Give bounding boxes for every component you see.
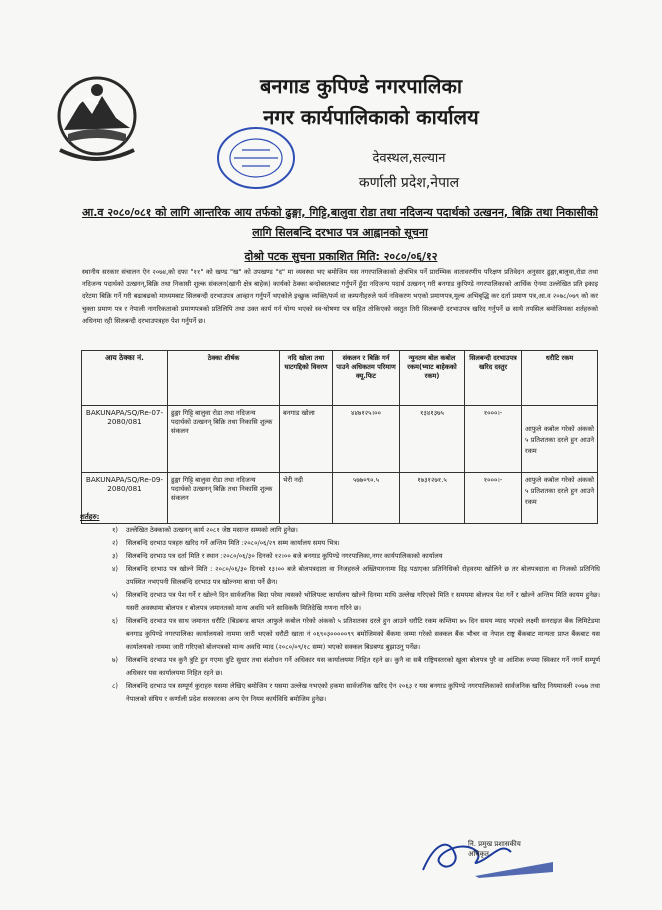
term-text: सिलबन्दि दरभाउ पत्र साथ जमानत धरौटि (बिडबन्ड बापत आफुले कबोल गरेको अंकको ५ प्रतिशतका दरले हुन आउने धरौटि रकम कम्तिमा ७५ दिन समय म्याद भएको लक्ष्मी सनराइज बैंक लिमिटेडमा बनगाड कुपिण्डे नगरपालिका कार्यालयको नाममा जारी भएको धरौटी खाता नं ०६९०३०००००९९ बमोजिमको बैंकमा जम्मा गरेको सक्कल बैंक भौचर वा नेपाल राष्ट्र बैंकबाट मान्यता प्राप्त बैंकबाट यस कार्यालयको नाममा जारी गरिएको बोलपत्रको मान्य अवधि म्याद (२०८०/०९/१८ सम्म) भएको सक्कल बिडबण्ड बुझाउनु पर्नेछ। xyxy=(126,617,600,651)
fee: १०००।- xyxy=(465,406,522,473)
publication-date: दोश्रो पटक सुचना प्रकाशित मिति: २०८०/०६/१२ xyxy=(244,250,438,263)
col-min-bid: न्युनतम बोल कबोल रकम(भ्याट बाहेकको रकम) xyxy=(400,351,465,406)
list-item xyxy=(80,524,600,537)
term-number: १) xyxy=(111,526,118,534)
contract-table xyxy=(81,350,598,524)
term-number: ५) xyxy=(111,591,118,599)
list-item xyxy=(80,563,600,589)
fee: १०००।- xyxy=(465,473,522,524)
quantity: ४४७१२५।०० xyxy=(333,406,400,473)
signatory-name: नि. प्रमुख प्रशासकीय xyxy=(468,840,521,848)
term-number: ६) xyxy=(111,617,118,625)
min-bid: १७३१२७१.५ xyxy=(400,473,465,524)
term-text: सिलबन्दि दरभाउ पत्रहरु खरिद गर्ने अन्तिम मिति :२०८०/०६/२९ सम्म कार्यालय समय भित्र। xyxy=(126,539,340,547)
list-item xyxy=(80,654,600,680)
term-number: ३) xyxy=(111,552,118,560)
term-text: उल्लेखित ठेक्काको उत्खनन् कार्य २०८१ जेष्ठ मसान्त सम्मको लागि हुनेछ। xyxy=(126,526,298,534)
term-text: सिलबन्दि दरभाउ पत्र कुनै त्रुटि हुन गएमा त्रुटि सुधार तथा संशोधन गर्ने अधिकार यस कार्यालयमा निहित रहने छ। कुनै वा सबै राष्ट्रियस्तरको खुला बोलपत्र पुरै वा आंशिक रुपमा स्विकार गर्ने नगर्ने सम्पूर्ण अधिकार यस कार्यालयमा निहित रहने छ। xyxy=(126,656,600,677)
term-number: ७) xyxy=(111,656,118,664)
terms-heading: शर्तहरु: xyxy=(80,513,100,521)
col-fee: सिलबन्दी दरभाउपत्र खरिद दस्तुर xyxy=(465,351,522,406)
contract-no: BAKUNAPA/SQ/Re-07-2080/081 xyxy=(82,406,168,473)
term-number: २) xyxy=(111,539,118,547)
col-quantity: संकलन र बिक्रि गर्न पाउने अधिकतम परिमाण क्यू.फिट xyxy=(333,351,400,406)
col-river: नदि खोला तथा घाटगद्दिको विवरण xyxy=(280,351,333,406)
term-text: सिलबन्दि दरभाउ पत्र दर्ता मिति र स्थान :२०८०/०६/३० दिनको १२।०० बजे बनगाड कुपिण्डे नगरपालिका,नगर कार्यपालिकाको कार्यालय xyxy=(126,552,443,560)
list-item xyxy=(80,589,600,615)
deposit: आफुले कबोल गरेको अंकको ५ प्रतिशतका दरले हुन आउने रकम xyxy=(522,473,598,524)
municipality-name: बनगाड कुपिण्डे नगरपालिका xyxy=(259,74,463,98)
terms-list xyxy=(80,524,600,706)
min-bid: १३४१३७५ xyxy=(400,406,465,473)
list-item xyxy=(80,550,600,563)
list-item xyxy=(80,680,600,706)
term-number: ८) xyxy=(111,682,118,690)
office-name: नगर कार्यपालिकाको कार्यालय xyxy=(263,105,479,129)
col-deposit: धरौटि रकम xyxy=(522,351,598,406)
table-header-row xyxy=(82,351,598,406)
col-contract-no: आय ठेक्का नं. xyxy=(82,351,168,406)
province-name: कर्णाली प्रदेश,नेपाल xyxy=(358,175,460,191)
contract-title: ढुङ्गा गिट्टि बालुवा रोडा तथा नदिजन्य पदार्थको उत्खनन् बिक्रि तथा निकासि शुल्क संकलन xyxy=(168,473,280,524)
table-row xyxy=(82,473,598,524)
list-item xyxy=(80,615,600,654)
signatory-title: अधिकृत xyxy=(468,850,489,858)
notice-intro: स्थानीय सरकार संचालन ऐन २०७४,को दफा "११" को खण्ड "ख" को उपखण्ड "द" मा व्यवस्था भए बमोजिम यस नगरपालिकाको क्षेत्रभित्र पर्ने प्रारम्भिक वातावरणीय परिक्षण प्रतिवेदन अनुसार ढुङ्गा,बालुवा,रोडा तथा नदिजन्य पदार्थको उत्खनन्,बिक्रि तथा निकासी शुल्क संकलन(खानी क्षेत्र बाहेक) कार्यको ठेक्का बन्दोबस्तबाट गर्नुपर्ने हुँदा नदिजन्य पदार्थ उत्खनन् गरी बनगाड कुपिण्डे नगरपालिकाको आर्थिक ऐनमा उल्लेखित प्रति इकाइ दरेटमा बिक्रि गर्ने गरी बढाबढको माध्यमबाट सिलबन्दी दरभाउपत्र आव्हान गर्नुपर्ने भएकोले इच्छुक व्यक्ति/फर्म वा कम्पनीहरुले फर्म नविकरण भएको प्रमाणपत्र,मूल्य अभिबृद्धि कर दर्ता प्रमाण पत्र,आ.व २०७८/०७९ को कर चुक्ता प्रमाण पत्र र नेपाली नागरिकताको प्रमाणपत्रको प्रतिलिपि तथा उक्त कार्य गर्न योग्य भएको स्व-घोषणा पत्र सहित तोकिएको वस्तुत तिरी सिलबन्दी दरभाउपत्र खरिद गर्नुपर्ने छ साथै तपसिल बमोजिमका शर्तहरुको अधिनमा रही सिलबन्दी दरभाउपत्रहरु पेश गर्नुपर्ने छ। xyxy=(82,268,598,325)
list-item xyxy=(80,537,600,550)
term-number: ४) xyxy=(111,565,118,573)
contract-title: ढुङ्गा गिट्टि बालुवा रोडा तथा नदिजन्य पदार्थको उत्खनन् बिक्रि तथा निकासि शुल्क संकलन xyxy=(168,406,280,473)
term-text: सिलबन्दि दरभाउ पत्र खोल्ने मिति : २०८०/०६/३० दिनको १३।०० बजे बोलपत्रदाता वा निजहरुले अख्तियारनामा दिइ पठाएका प्रतिनिधिको रोहवरमा खोलिने छ तर बोलपत्रदाता वा निजको प्रतिनिधि उपस्थित नभएपनी सिलबन्दि दरभाउ पत्र खोल्नमा बाधा पर्ने छैन। xyxy=(126,565,600,586)
river-name: भेरी नदी xyxy=(280,473,333,524)
term-text: सिलबन्दि दरभाउ पत्र सम्पूर्ण कुराहरु यसमा लेखिए बमोजिम र यसमा उल्लेख नभएको हकमा सार्वजनिक खरिद ऐन २०६३ र यस बनगाड कुपिण्डे नगरपालिकाको सार्वजनिक खरिद नियमावली २०७७ तथा नेपालको संघिय र कर्णाली प्रदेश सरकारका अन्य ऐन नियम कार्यविधि बमोजिम हुनेछ। xyxy=(126,682,600,703)
term-text: सिलबन्दि दरभाउ पत्र पेश गर्ने र खोल्ने दिन सार्वजनिक बिदा परेमा त्यसको भोलिपल्ट कार्यालय खोल्ने दिनमा माथि उल्लेख गरिएको मिति र समयमा बोलपत्र पेश गर्ने र खोल्ने अन्तिम मिति कायम हुनेछ।यसरी अवस्थामा बोलपत्र र बोलपत्र जमानतको मान्य अवधि भने साविककै मितिदेखि गणना गरिने छ। xyxy=(126,591,600,612)
table-row xyxy=(82,406,598,473)
river-name: बनगाड खोला xyxy=(280,406,333,473)
contract-no: BAKUNAPA/SQ/Re-09-2080/081 xyxy=(82,473,168,524)
deposit: आफुले कबोल गरेको अंकको ५ प्रतिशतका दरले हुन आउने रकम xyxy=(522,406,598,473)
col-contract-title: ठेक्का शीर्षक xyxy=(168,351,280,406)
office-address: देवस्थल,सल्यान xyxy=(372,151,446,166)
quantity: ५७७०९०.५ xyxy=(333,473,400,524)
notice-title: आ.व २०८०/०८१ को लागि आन्तरिक आय तर्फको ढुङ्गा, गिट्टि,बालुवा रोडा तथा नदिजन्य पदार्थको उत्खनन, बिक्रि तथा निकासीको लागि सिलबन्दि दरभाउ पत्र आह्वानको सूचना xyxy=(81,206,599,239)
